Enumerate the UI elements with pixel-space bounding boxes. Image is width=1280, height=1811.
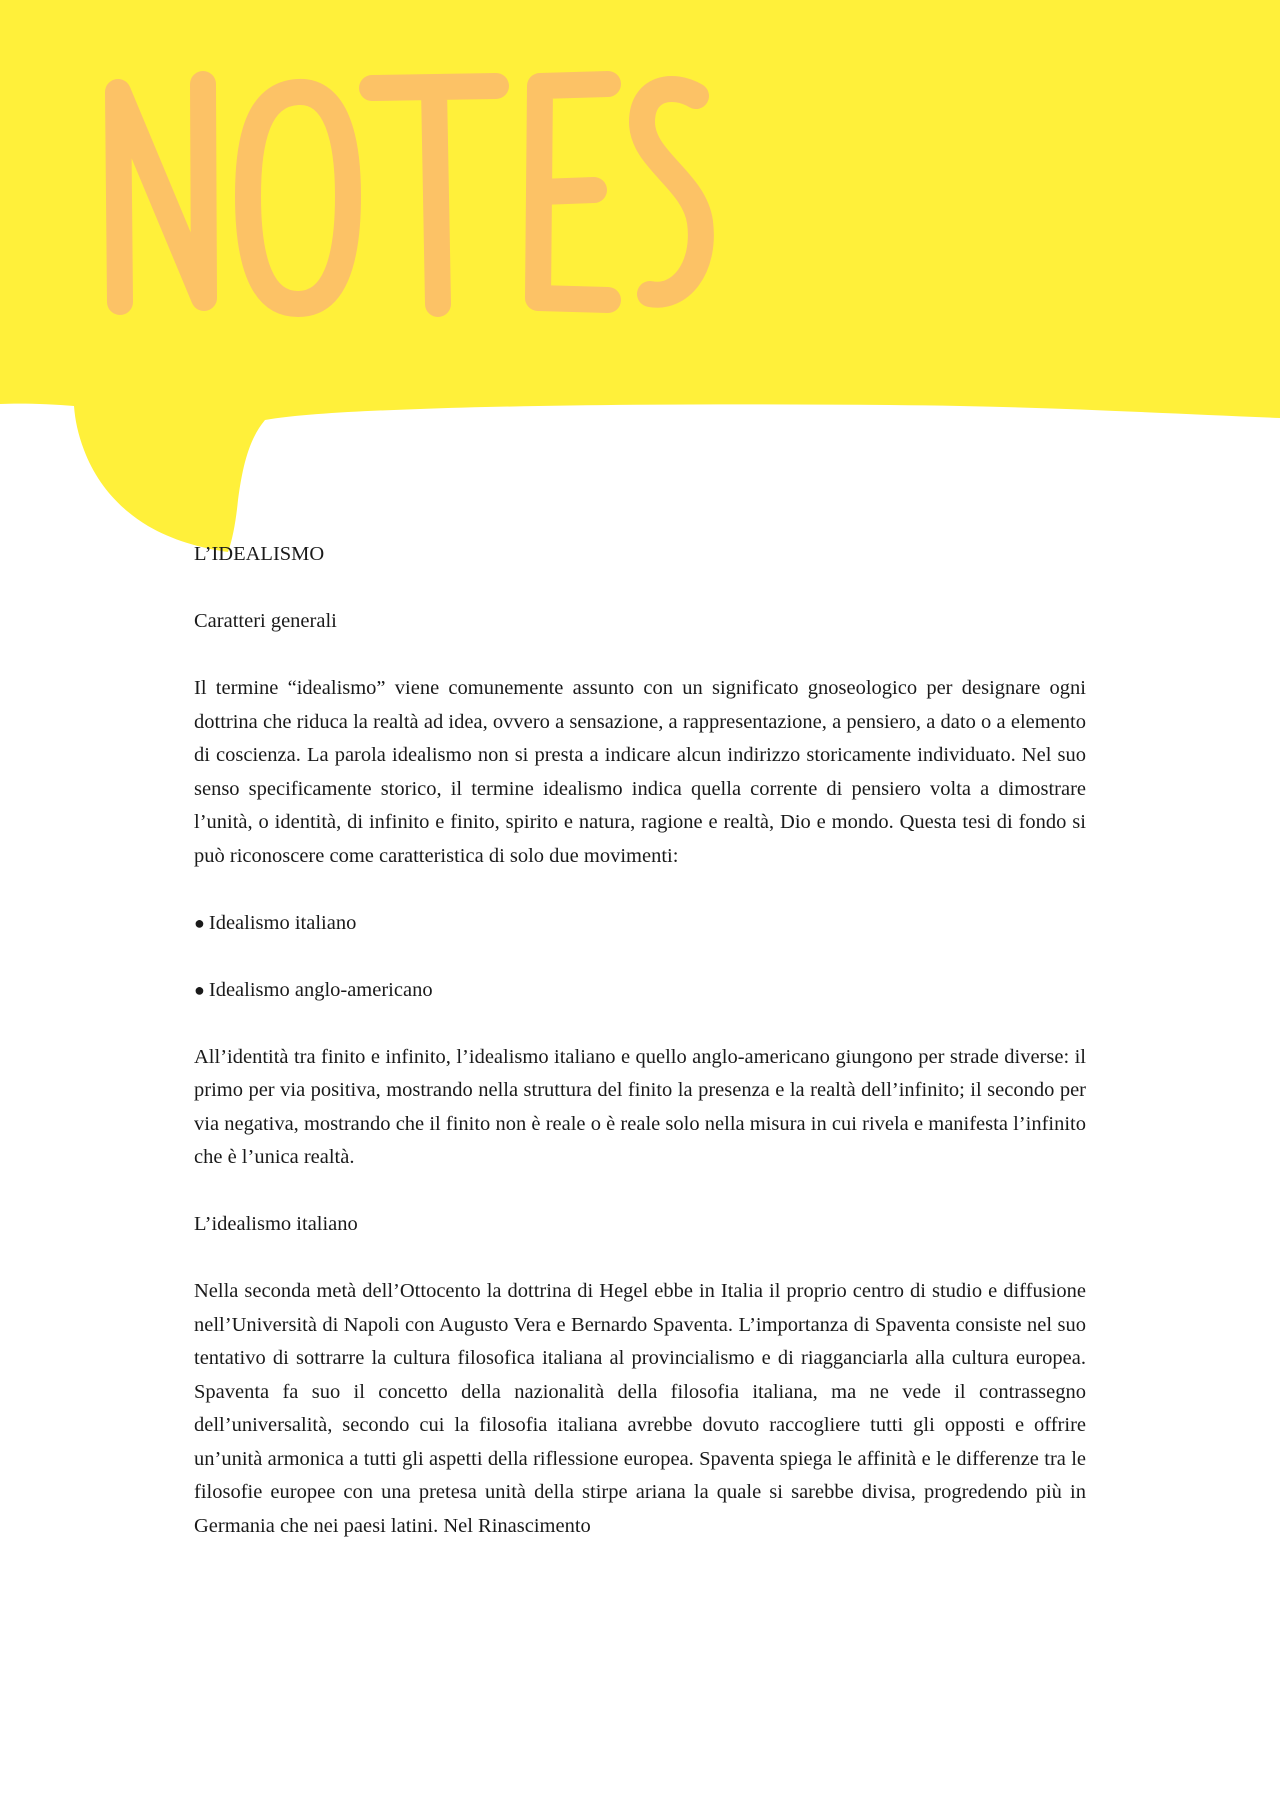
paragraph-identity: All’identità tra finito e infinito, l’idealismo italiano e quello anglo-americano giungono per strade diverse: il primo per via positiva, mostrando nella struttura del finito la presenza e la realtà dell’infinito; il secondo per via negativa, mostrando che il finito non è reale o è reale solo nella misura in cui rivela e manifesta l’infinito che è l’unica realtà. xyxy=(194,1045,1086,1168)
document-title: L’IDEALISMO xyxy=(194,543,325,565)
notes-banner xyxy=(0,0,1280,560)
document-body xyxy=(194,538,1086,1577)
bullet-icon: ● xyxy=(194,912,205,933)
section-heading-general: Caratteri generali xyxy=(194,610,337,632)
list-item xyxy=(194,907,1086,941)
paragraph-intro: Il termine “idealismo” viene comunemente assunto con un significato gnoseologico per designare ogni dottrina che riduca la realtà ad idea, ovvero a sensazione, a rappresentazione, a pensiero, a dato o a elemento di coscienza. La parola idealismo non si presta a indicare alcun indirizzo storicamente individuato. Nel suo senso specificamente storico, il termine idealismo indica quella corrente di pensiero volta a dimostrare l’unità, o identità, di infinito e finito, spirito e natura, ragione e realtà, Dio e mondo. Questa tesi di fondo si può riconoscere come caratteristica di solo due movimenti: xyxy=(194,677,1086,867)
list-item-text: Idealismo anglo-americano xyxy=(208,978,433,1001)
paragraph-italian-idealism: Nella seconda metà dell’Ottocento la dottrina di Hegel ebbe in Italia il proprio centro di studio e diffusione nell’Università di Napoli con Augusto Vera e Bernardo Spaventa. L’importanza di Spaventa consiste nel suo tentativo di sottrarre la cultura filosofica italiana al provincialismo e di riagganciarla alla cultura europea. Spaventa fa suo il concetto della nazionalità della filosofia italiana, ma ne vede il contrassegno dell’universalità, secondo cui la filosofia italiana avrebbe dovuto raccogliere tutti gli opposti e offrire un’unità armonica a tutti gli aspetti della riflessione europea. Spaventa spiega le affinità e le differenze tra le filosofie europee con una pretesa unità della stirpe ariana la quale si sarebbe divisa, progredendo più in Germania che nei paesi latini. Nel Rinascimento xyxy=(194,1280,1086,1537)
list-item-text: Idealismo italiano xyxy=(208,911,357,934)
bullet-icon: ● xyxy=(194,979,205,1000)
section-heading-italian: L’idealismo italiano xyxy=(194,1213,358,1235)
speech-bubble-icon xyxy=(0,0,1280,560)
list-item xyxy=(194,974,1086,1008)
